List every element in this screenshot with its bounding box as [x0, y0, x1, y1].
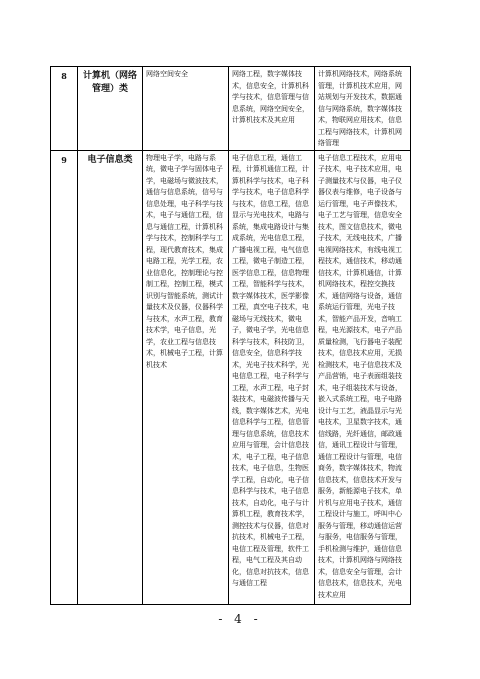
table-row [51, 67, 411, 151]
graduate-majors-cell: 物理电子学，电路与系统，微电子学与固体电子学，电磁场与微波技术，通信与信息系统，信号与信息处理，电子科学与技术，电子与通信工程，信息与通信工程，计算机科学与技术，控制科学与工程，现代教育技术，集成电路工程，光学工程，农业信息化，控制理论与控制工程，控制工程，模式识别与智能系统，测试计量技术及仪器，仪器科学与技术，水声工程，教育技术学，电子信息，光学，农业工程与信息技术，机械电子工程，计算机技术 [143, 150, 229, 604]
category-name: 计算机（网络管理）类 [78, 67, 143, 151]
row-number: 8 [51, 67, 78, 151]
graduate-majors-cell: 网络空间安全 [143, 67, 229, 151]
table-row [51, 150, 411, 604]
undergraduate-majors-cell: 电子信息工程，通信工程，计算机通信工程，计算机科学与技术，电子科学与技术，电子信息科学与技术，信息工程，信息显示与光电技术，电路与系统，集成电路设计与集成系统，光电信息工程，广播电视工程，电气信息工程，微电子制造工程，医学信息工程，信息物理工程，智能科学与技术，数字媒体技术，医学影像工程，真空电子技术，电磁场与无线技术，微电子，微电子学，光电信息科学与技术，科技防卫，信息安全，信息科学技术，光电子技术科学，光电信息工程，电子科学与工程，水声工程，电子封装技术，电磁波传播与天线，数字媒体艺术，光电信息科学与工程，信息管理与信息系统，信息技术应用与管理，会计信息技术，电子工程，电子信息技术，电子信息，生物医学工程，自动化，电子信息科学与技术，电子信息技术，自动化，电子与计算机工程，教育技术学，测控技术与仪器，信息对抗技术，机械电子工程，电信工程及管理，软件工程，电气工程及其自动化，信息对抗技术，信息与通信工程 [229, 150, 315, 604]
vocational-majors-cell: 计算机网络技术，网络系统管理，计算机技术应用，网站规划与开发技术，数据通信与网络系统，数字媒体技术，物联网应用技术，信息工程与网络技术，计算机网络管理 [315, 67, 411, 151]
undergraduate-majors-cell: 网络工程，数字媒体技术，信息安全，计算机科学与技术，信息管理与信息系统，网络空间安全，计算机技术及其应用 [229, 67, 315, 151]
major-table [50, 66, 411, 605]
vocational-majors-cell: 电子信息工程技术，应用电子技术，电子技术应用，电子测量技术与仪器，电子仪器仪表与维修，电子设备与运行管理，电子声像技术，电子工艺与管理，信息安全技术，图文信息技术，微电子技术，无线电技术，广播电视网络技术，有线电视工程技术，通信技术，移动通信技术，计算机通信，计算机网络技术，程控交换技术，通信网络与设备，通信系统运行管理，光电子技术，智能产品开发，音响工程，电光源技术，电子产品质量检测，飞行器电子装配技术，信息技术应用，无损检测技术，电子信息技术及产品营销，电子表面组装技术，电子组装技术与设备，嵌入式系统工程，电子电路设计与工艺，液晶显示与光电技术，卫星数字技术，通信线路，光纤通信，邮政通信，通讯工程设计与管理，通信工程设计与管理，电信商务，数字媒体技术，物流信息技术，信息技术开发与服务，新能源电子技术，单片机与应用电子技术，通信工程设计与施工，呼叫中心服务与管理，移动通信运营与服务，电信服务与管理，手机检测与维护，通信信息技术，计算机网络与网络技术，信息安全与管理，会计信息技术，信息技术，光电技术应用 [315, 150, 411, 604]
page-number: - 4 - [218, 612, 262, 626]
category-name: 电子信息类 [78, 150, 143, 604]
row-number: 9 [51, 150, 78, 604]
